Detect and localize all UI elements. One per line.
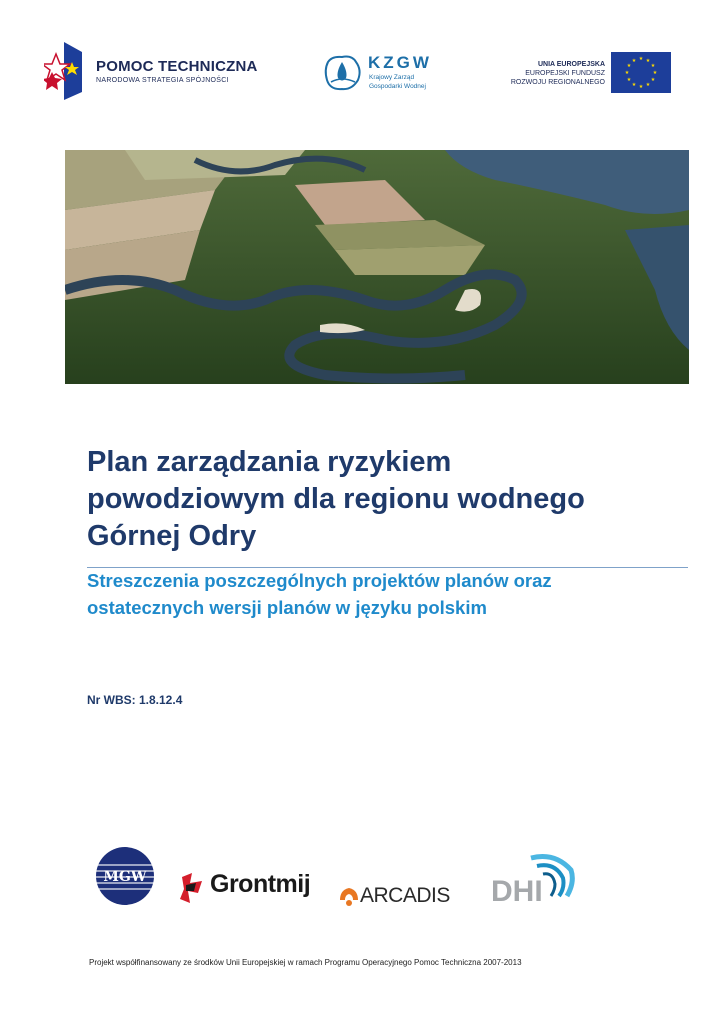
svg-text:★: ★ [650,63,656,69]
eu-fund-text [511,60,605,87]
wbs-number: Nr WBS: 1.8.12.4 [87,693,183,707]
eu-flag-icon [611,52,671,93]
pomoc-techniczna-title: POMOC TECHNICZNA [96,58,258,75]
grontmij-mark-icon [178,871,206,905]
eu-line1: UNIA EUROPEJSKA [537,61,605,68]
footer-cofinancing-note: Projekt współfinansowany ze środków Unii Europejskiej w ramach Programu Operacyjnego Pomoc Techniczna 2007-2013 [89,958,522,967]
svg-text:★: ★ [626,77,632,83]
title-line1: Plan zarządzania ryzykiem [87,446,452,478]
arcadis-mark-icon [338,886,360,908]
document-subtitle [87,567,687,621]
kzgw-subtitle-line2: Gospodarki Wodnej [369,83,426,90]
arcadis-name: ARCADIS [360,884,450,907]
svg-text:★: ★ [631,58,637,64]
kzgw-logo [322,52,364,94]
subtitle-line1: Streszczenia poszczególnych projektów planów oraz [87,570,552,591]
svg-text:★: ★ [638,56,644,62]
grontmij-name: Grontmij [210,870,311,898]
pomoc-techniczna-subtitle: NARODOWA STRATEGIA SPÓJNOŚCI [96,77,229,84]
svg-text:★: ★ [650,77,656,83]
kzgw-subtitle-line1: Krajowy Zarząd [369,74,415,81]
eu-line2: EUROPEJSKI FUNDUSZ [525,70,605,77]
svg-text:★: ★ [638,84,644,90]
kzgw-name: KZGW [368,53,432,72]
svg-text:★: ★ [626,63,632,69]
document-title [87,444,687,555]
svg-text:★: ★ [631,82,637,88]
svg-text:★: ★ [652,70,658,76]
eu-line3: ROZWOJU REGIONALNEGO [510,79,605,86]
title-line2: powodziowym dla regionu wodnego [87,483,585,515]
svg-text:★: ★ [624,70,630,76]
svg-text:★: ★ [645,58,651,64]
mgw-logo [94,845,156,907]
svg-text:★: ★ [645,82,651,88]
title-line3: Górnej Odry [87,520,257,552]
dhi-name: DHI [491,875,543,908]
mgw-letters: MGW [103,869,147,885]
river-aerial-photo [65,150,689,384]
subtitle-line2: ostatecznych wersji planów w języku polskim [87,597,487,618]
pomoc-techniczna-logo [44,42,94,100]
